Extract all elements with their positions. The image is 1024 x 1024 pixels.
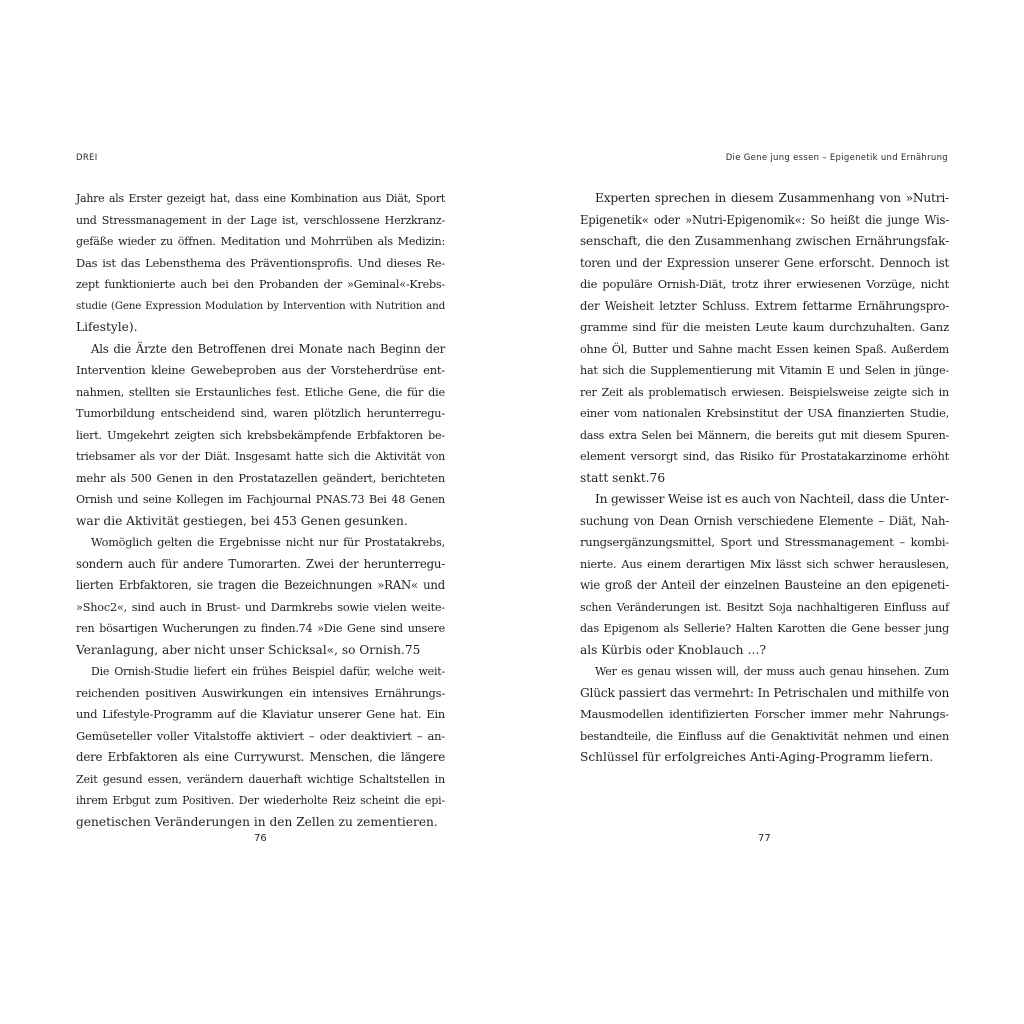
text-line: ihrem Erbgut zum Positiven. Der wiederholte Reiz scheint die epi- [76,794,445,807]
text-line: Jahre als Erster gezeigt hat, dass eine Kombination aus Diät, Sport [76,192,445,205]
text-line: einer vom nationalen Krebsinstitut der USA finanzierten Studie, [580,406,949,420]
text-line: hat sich die Supplementierung mit Vitamin E und Selen in jünge- [580,364,949,377]
text-line: Veranlagung, aber nicht unser Schicksal«, so Ornish.75 [76,642,421,657]
text-line: In gewisser Weise ist es auch von Nachteil, dass die Unter- [595,492,950,506]
text-line: sondern auch für andere Tumorarten. Zwei der herunterregu- [76,556,445,571]
text-line: gramme sind für die meisten Leute kaum durchzuhalten. Ganz [580,320,949,334]
text-line: war die Aktivität gestiegen, bei 453 Genen gesunken. [76,513,408,528]
text-line: studie (Gene Expression Modulation by Intervention with Nutrition and [76,299,445,312]
text-line: Tumorbildung entscheidend sind, waren plötzlich herunterregu- [76,407,445,420]
text-line: gefäße wieder zu öffnen. Meditation und Mohrrüben als Medizin: [76,235,445,248]
text-line: Lifestyle). [76,320,138,334]
text-line: und Lifestyle-Programm auf die Klaviatur unserer Gene hat. Ein [76,707,445,721]
text-line: Epigenetik« oder »Nutri-Epigenomik«: So heißt die junge Wis- [580,212,949,227]
text-line: dere Erbfaktoren als eine Currywurst. Menschen, die längere [76,750,445,764]
text-line: reichenden positiven Auswirkungen ein intensives Ernährungs- [76,685,445,700]
page-number-right: 77 [758,833,771,844]
text-line: Das ist das Lebensthema des Präventionsprofis. Und dieses Re- [76,255,445,270]
text-line: rer Zeit als problematisch erwiesen. Beispielsweise zeigte sich in [580,385,949,399]
text-line: dass extra Selen bei Männern, die bereits gut mit diesem Spuren- [580,428,949,442]
left-page-text-column [76,188,445,833]
text-line: Glück passiert das vermehrt: In Petrischalen und mithilfe von [580,685,950,700]
text-line: genetischen Veränderungen in den Zellen zu zementieren. [76,814,438,829]
text-line: element versorgt sind, das Risiko für Prostatakarzinome erhöht [580,449,949,463]
text-line: ohne Öl, Butter und Sahne macht Essen keinen Spaß. Außerdem [580,342,949,356]
text-line: Schlüssel für erfolgreiches Anti-Aging-Programm liefern. [580,750,934,764]
text-line: Wer es genau wissen will, der muss auch genau hinsehen. Zum [595,665,949,678]
page-number-left: 76 [254,833,267,844]
text-line: zept funktionierte auch bei den Probanden der »Geminal«-Krebs- [76,278,445,291]
text-line: bestandteile, die Einfluss auf die Genaktivität nehmen und einen [580,729,949,743]
text-line: Gemüseteller voller Vitalstoffe aktiviert – oder deaktiviert – an- [76,728,445,743]
text-line: mehr als 500 Genen in den Prostatazellen geändert, berichteten [76,471,445,485]
text-line: Womöglich gelten die Ergebnisse nicht nur für Prostatakrebs, [91,536,445,549]
text-line: Ornish und seine Kollegen im Fachjournal PNAS.73 Bei 48 Genen [76,493,445,506]
text-line: die populäre Ornish-Diät, trotz ihrer erwiesenen Vorzüge, nicht [580,277,949,291]
text-line: senschaft, die den Zusammenhang zwischen Ernährungsfak- [580,234,949,248]
text-line: Experten sprechen in diesem Zusammenhang von »Nutri- [595,191,949,205]
text-line: lierten Erbfaktoren, sie tragen die Bezeichnungen »RAN« und [76,578,445,592]
text-line: nahmen, stellten sie Erstaunliches fest. Etliche Gene, die für die [76,385,445,399]
text-line: als Kürbis oder Knoblauch …? [580,642,767,657]
text-line: das Epigenom als Sellerie? Halten Karotten die Gene besser jung [580,622,949,635]
text-line: schen Veränderungen ist. Besitzt Soja nachhaltigeren Einfluss auf [580,600,949,614]
text-line: rungsergänzungsmittel, Sport und Stressmanagement – kombi- [580,535,949,549]
text-line: statt senkt.76 [580,470,666,485]
text-line: Als die Ärzte den Betroffenen drei Monate nach Beginn der [91,341,445,356]
text-line: wie groß der Anteil der einzelnen Bausteine an den epigeneti- [580,578,949,592]
text-line: triebsamer als vor der Diät. Insgesamt hatte sich die Aktivität von [76,450,445,463]
running-head-left: DREI [76,153,98,163]
text-line: der Weisheit letzter Schluss. Extrem fettarme Ernährungspro- [580,298,949,313]
text-line: ren bösartigen Wucherungen zu finden.74 »Die Gene sind unsere [76,622,445,635]
text-line: Mausmodellen identifizierten Forscher immer mehr Nahrungs- [580,707,949,721]
text-line: suchung von Dean Ornish verschiedene Elemente – Diät, Nah- [580,513,949,528]
text-line: nierte. Aus einem derartigen Mix lässt sich schwer herauslesen, [580,557,949,571]
text-line: Intervention kleine Gewebeproben aus der Vorsteherdrüse ent- [76,363,445,377]
text-line: Zeit gesund essen, verändern dauerhaft wichtige Schaltstellen in [76,772,445,786]
right-page-text-column [580,188,949,769]
text-line: Die Ornish-Studie liefert ein frühes Beispiel dafür, welche weit- [91,665,445,678]
text-line: liert. Umgekehrt zeigten sich krebsbekämpfende Erbfaktoren be- [76,428,445,442]
text-line: toren und der Expression unserer Gene erforscht. Dennoch ist [580,255,949,270]
running-head-right: Die Gene jung essen – Epigenetik und Ernährung [725,153,948,163]
text-line: und Stressmanagement in der Lage ist, verschlossene Herzkranz- [76,213,445,227]
text-line: »Shoc2«, sind auch in Brust- und Darmkrebs sowie vielen weite- [76,600,445,614]
